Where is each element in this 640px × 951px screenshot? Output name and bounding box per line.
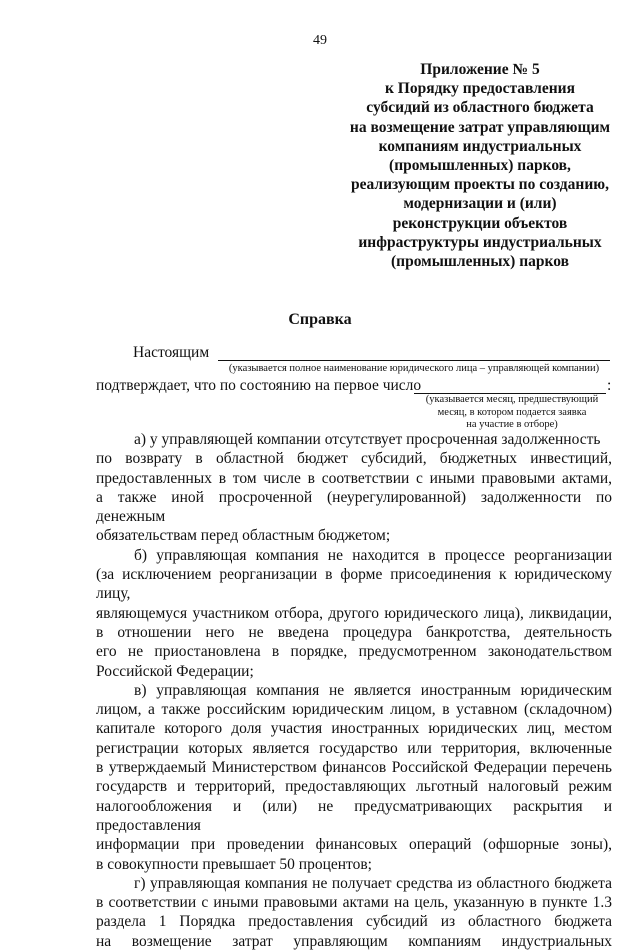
paragraph-v bbox=[96, 681, 612, 700]
text-line: Российской Федерации; bbox=[96, 662, 254, 680]
company-name-blank bbox=[218, 360, 610, 361]
text-line: государств и территорий, предоставляющих льготный налоговый режим bbox=[96, 778, 612, 796]
appendix-line: реконструкции объектов bbox=[392, 214, 568, 232]
text-line: в утверждаемый Министерством финансов Российской Федерации перечень bbox=[96, 759, 612, 777]
date-hint bbox=[414, 394, 610, 432]
text-line: в соответствии с иными правовыми актами на цель, указанную в пункте 1.3 bbox=[96, 894, 612, 912]
text-line: в отношении него не введена процедура банкротства, деятельность bbox=[96, 623, 612, 641]
form-label-nastoyashchim: Настоящим bbox=[133, 344, 210, 361]
text-line: налогообложения и (или) не предусматривающих раскрытия и предоставления bbox=[96, 797, 612, 834]
text-line: регистрации которых является государство или территория, включенные bbox=[96, 739, 612, 757]
appendix-line: субсидий из областного бюджета bbox=[366, 99, 594, 117]
appendix-line: инфраструктуры индустриальных bbox=[358, 233, 602, 251]
date-hint-line: месяц, в котором подается заявка bbox=[437, 406, 587, 418]
body-text bbox=[96, 430, 612, 951]
appendix-line: реализующим проекты по созданию, bbox=[351, 176, 609, 194]
paragraph-g bbox=[96, 874, 612, 893]
appendix-line: на возмещение затрат управляющим bbox=[349, 118, 611, 136]
text-line: (за исключением реорганизации в форме присоединения к юридическому лицу, bbox=[96, 566, 612, 603]
appendix-line: (промышленных) парков bbox=[390, 253, 569, 271]
paragraph-g-cont bbox=[96, 893, 612, 951]
text-line: капитале которого доля участия иностранных юридических лиц, местом bbox=[96, 720, 612, 738]
date-hint-line: (указывается месяц, предшествующий bbox=[425, 394, 599, 405]
appendix-line: (промышленных) парков, bbox=[389, 157, 571, 175]
date-hint-line: на участие в отборе) bbox=[466, 419, 558, 430]
paragraph-b bbox=[96, 546, 612, 565]
company-name-hint: (указывается полное наименование юридического лица – управляющей компании) bbox=[228, 363, 600, 374]
appendix-line: к Порядку предоставления bbox=[384, 80, 576, 98]
text-line: а также иной просроченной (неурегулированной) задолженности по денежным bbox=[96, 488, 612, 526]
form-label-date: подтверждает, что по состоянию на первое число bbox=[96, 377, 422, 394]
appendix-header bbox=[340, 60, 620, 271]
text-line: в совокупности превышает 50 процентов; bbox=[96, 855, 372, 873]
page-number: 49 bbox=[313, 33, 327, 48]
text-line: г) управляющая компания не получает средства из областного бюджета bbox=[134, 874, 612, 892]
paragraph-a-cont bbox=[96, 449, 612, 545]
appendix-line: Приложение № 5 bbox=[420, 61, 540, 78]
document-title: Справка bbox=[288, 311, 352, 328]
paragraph-a bbox=[96, 430, 612, 449]
text-line: б) управляющая компания не находится в процессе реорганизации bbox=[134, 546, 612, 564]
form-colon: : bbox=[607, 377, 612, 394]
appendix-line: компаниям индустриальных bbox=[378, 137, 582, 155]
paragraph-v-cont bbox=[96, 700, 612, 874]
text-line: а) у управляющей компании отсутствует просроченная задолженность bbox=[134, 431, 601, 448]
text-line: обязательствам перед областным бюджетом; bbox=[96, 527, 391, 545]
text-line: являющемуся участником отбора, другого юридического лица), ликвидации, bbox=[96, 604, 612, 622]
text-line: предоставленных в том числе в соответствии с иными правовыми актами, bbox=[96, 469, 612, 487]
text-line: в) управляющая компания не является иностранным юридическим bbox=[134, 681, 612, 699]
text-line: его не приостановлена в порядке, предусмотренном законодательством bbox=[96, 643, 612, 661]
appendix-line: модернизации и (или) bbox=[403, 195, 557, 213]
text-line: лицом, а также российским юридическим лицом, в уставном (складочном) bbox=[96, 701, 612, 719]
text-line: на возмещение затрат управляющим компаниям индустриальных bbox=[96, 932, 612, 950]
text-line: информации при проведении финансовых операций (офшорные зоны), bbox=[96, 836, 612, 854]
text-line: по возврату в областной бюджет субсидий, бюджетных инвестиций, bbox=[96, 450, 612, 468]
paragraph-b-cont bbox=[96, 565, 612, 681]
text-line: раздела 1 Порядка предоставления субсидий из областного бюджета bbox=[96, 913, 612, 931]
